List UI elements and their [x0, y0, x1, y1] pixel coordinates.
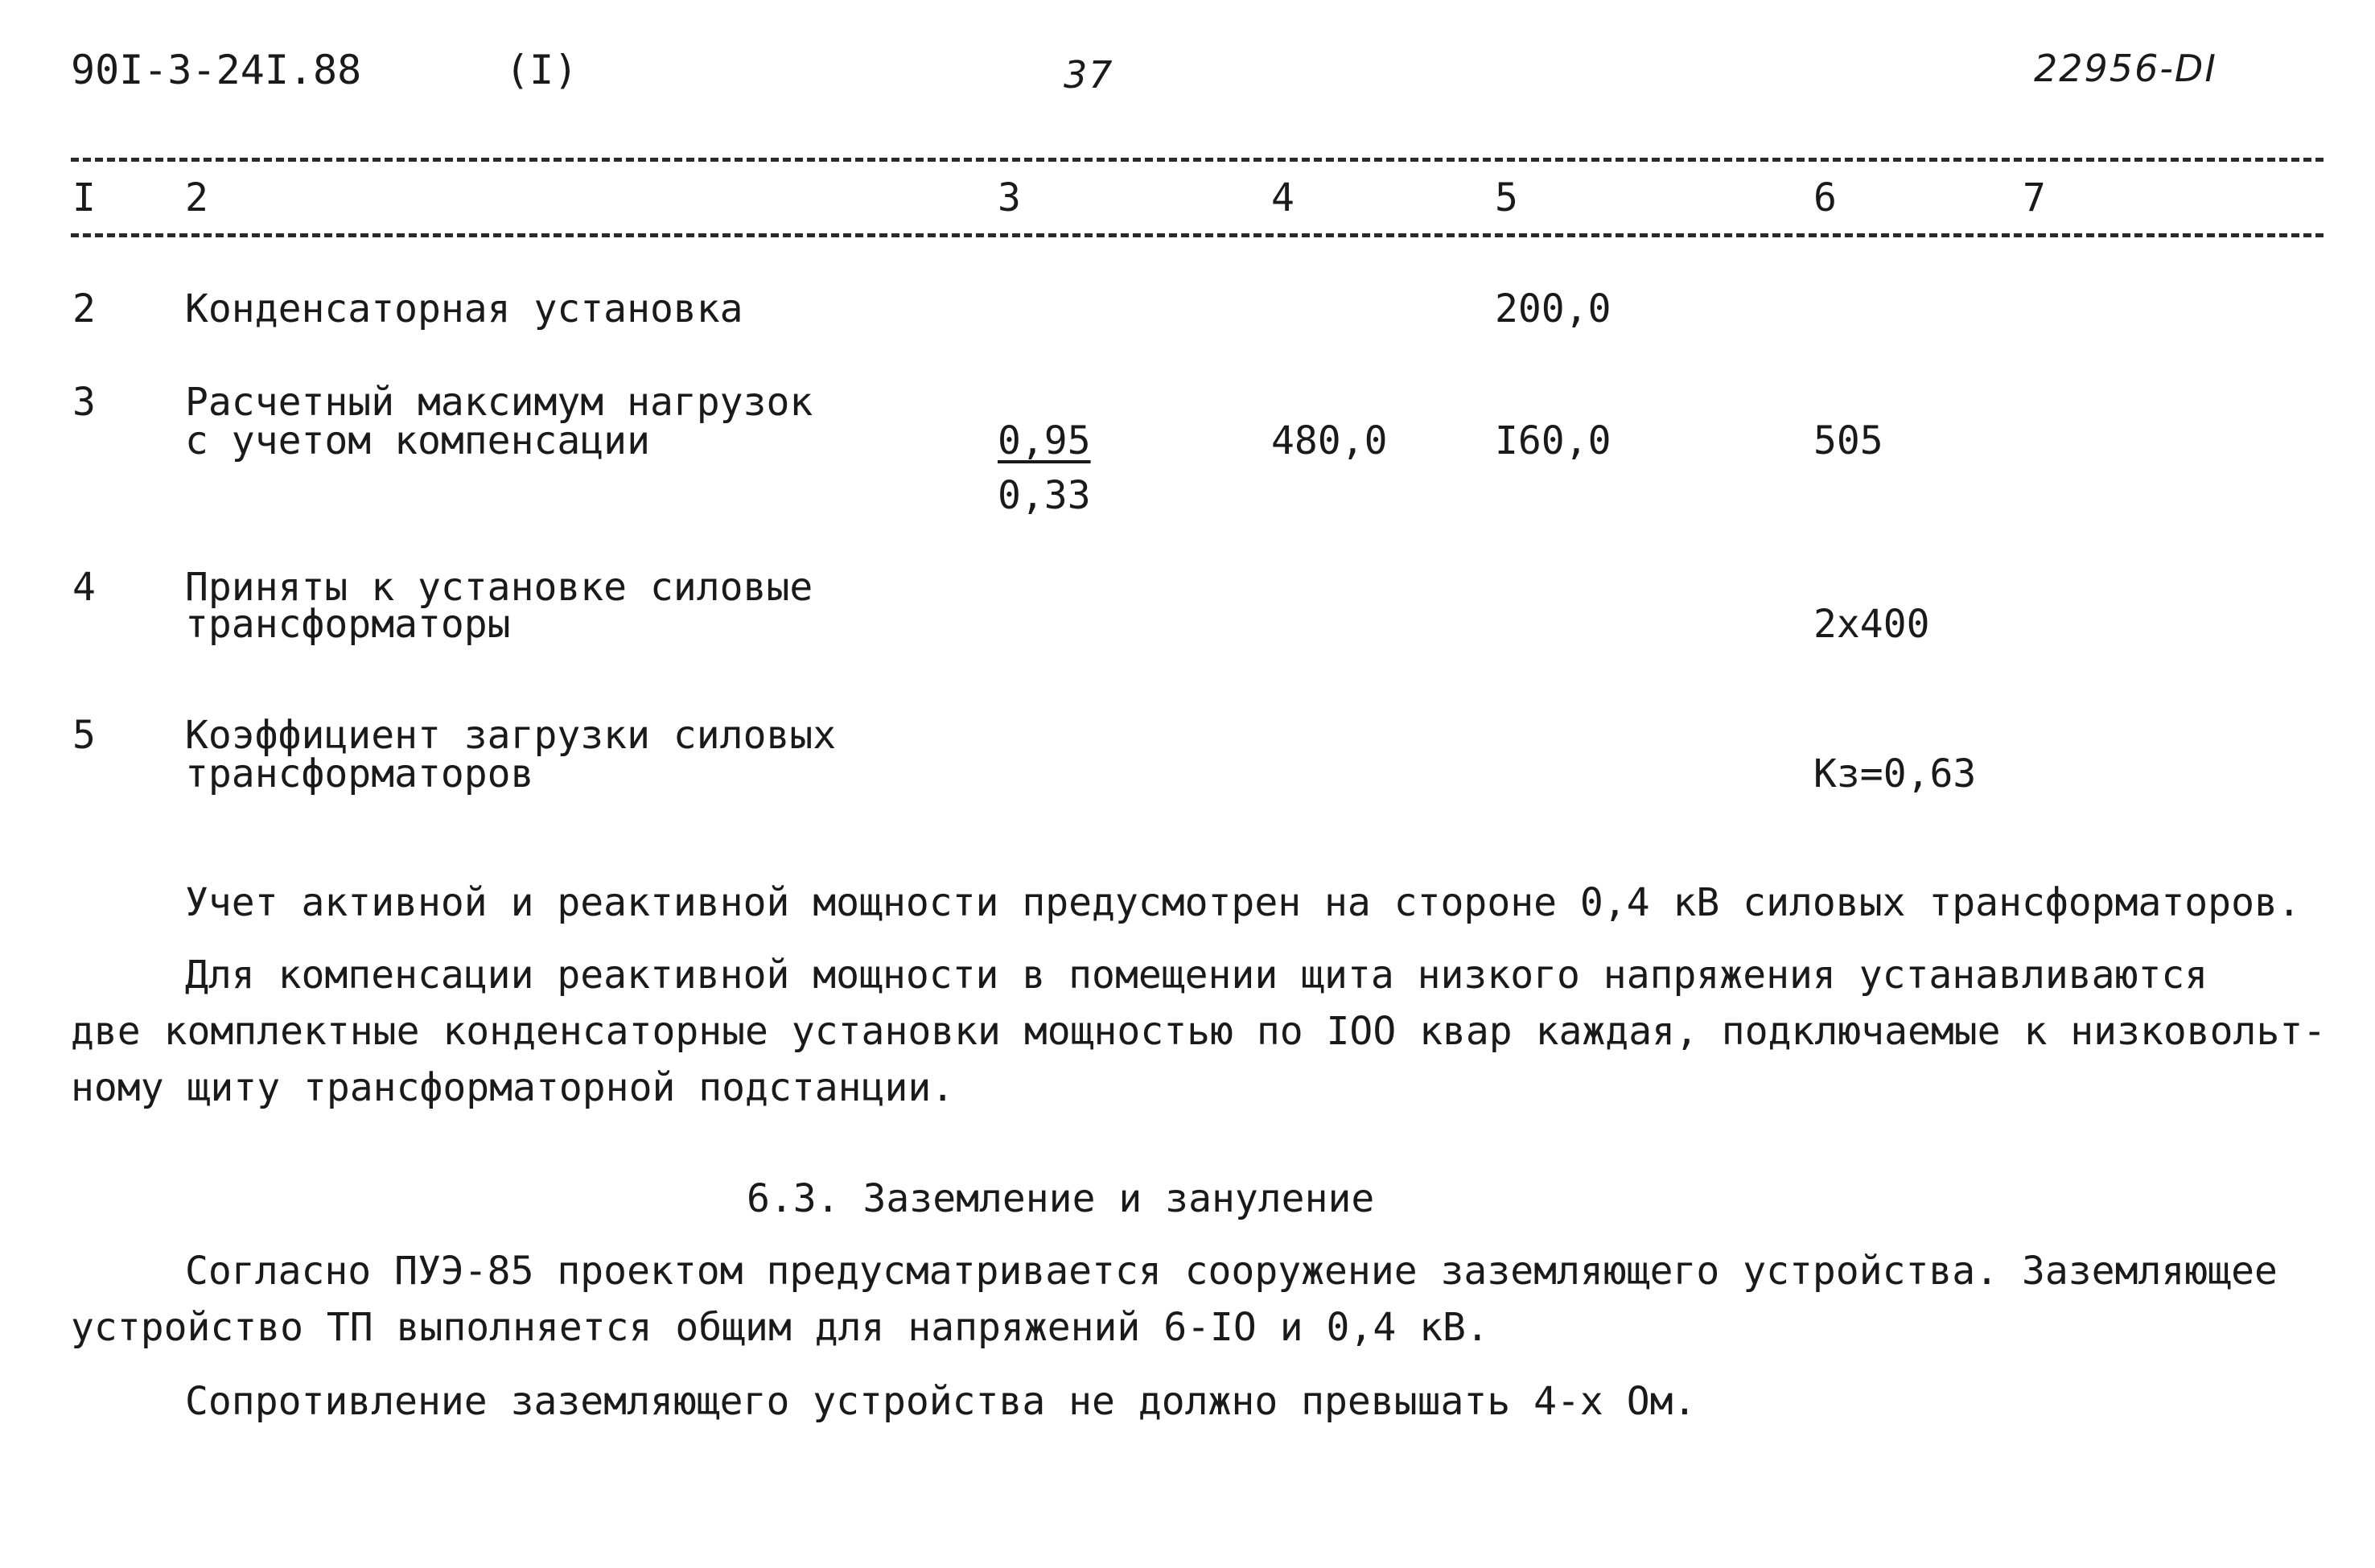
paragraph-compensation-line1: Для компенсации реактивной мощности в помещении щита низкого напряжения устанавливаются — [185, 953, 2208, 998]
table-cell-col3-numerator: 0,95 — [998, 418, 1091, 463]
table-cell-col5: 200,0 — [1495, 286, 1611, 331]
table-row-name: Приняты к установке силовые — [185, 565, 813, 610]
table-cell-col3-denominator: 0,33 — [998, 473, 1091, 518]
paragraph-compensation-line3: ному щиту трансформаторной подстанции. — [71, 1065, 955, 1110]
table-cell-col6: 2x400 — [1813, 602, 1930, 647]
paragraph-grounding-line1: Согласно ПУЭ-85 проектом предусматривается сооружение заземляющего устройства. Заземляющее — [185, 1249, 2278, 1294]
document-code: 90I-3-24I.88 — [71, 47, 362, 93]
table-cell-col6: Кз=0,63 — [1813, 751, 1977, 796]
table-row-name-continued: трансформаторов — [185, 751, 534, 796]
table-row-name: Расчетный максимум нагрузок — [185, 380, 813, 425]
page-number: 37 — [1064, 53, 1114, 97]
table-row-name-continued: с учетом компенсации — [185, 418, 650, 463]
table-header-rule — [71, 233, 2324, 237]
table-row-number: 5 — [72, 713, 96, 758]
paragraph-metering: Учет активной и реактивной мощности предусмотрен на стороне 0,4 кВ силовых трансформаторов. — [185, 880, 2301, 925]
table-top-rule — [71, 158, 2324, 162]
column-header-5: 5 — [1495, 175, 1518, 220]
column-header-6: 6 — [1813, 175, 1837, 220]
table-row-name: Конденсаторная установка — [185, 286, 743, 331]
document-part: (I) — [505, 47, 578, 93]
paragraph-compensation-line2: две комплектные конденсаторные установки мощностью по IOO квар каждая, подключаемые к низковольт- — [71, 1009, 2327, 1054]
column-header-7: 7 — [2023, 175, 2046, 220]
section-title: 6.3. Заземление и зануление — [747, 1176, 1375, 1221]
table-cell-col4: 480,0 — [1271, 418, 1388, 463]
paragraph-resistance: Сопротивление заземляющего устройства не должно превышать 4-х Ом. — [185, 1379, 1697, 1424]
column-header-2: 2 — [185, 175, 208, 220]
table-row-number: 3 — [72, 380, 96, 425]
table-row-number: 4 — [72, 565, 96, 610]
column-header-1: I — [72, 175, 96, 220]
table-row-name-continued: трансформаторы — [185, 602, 511, 647]
column-header-4: 4 — [1271, 175, 1295, 220]
column-header-3: 3 — [998, 175, 1021, 220]
table-cell-col5: I60,0 — [1495, 418, 1611, 463]
document-stamp: 22956-DI — [2034, 47, 2217, 90]
table-row-number: 2 — [72, 286, 96, 331]
table-row-name: Коэффициент загрузки силовых — [185, 713, 837, 758]
paragraph-grounding-line2: устройство ТП выполняется общим для напряжений 6-IO и 0,4 кВ. — [71, 1305, 1489, 1350]
table-cell-col6: 505 — [1813, 418, 1883, 463]
